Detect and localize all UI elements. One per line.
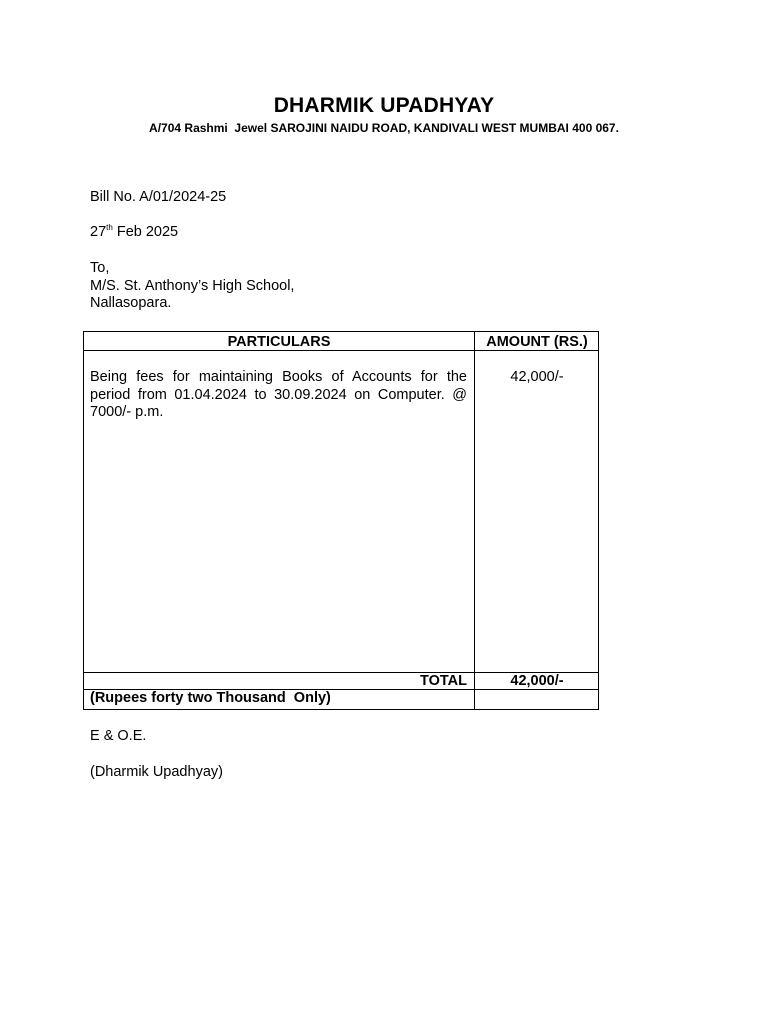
eoe-note: E & O.E.: [90, 728, 147, 744]
issuer-address: A/704 Rashmi Jewel SAROJINI NAIDU ROAD, KANDIVALI WEST MUMBAI 400 067.: [149, 121, 619, 135]
particulars-table: [83, 331, 599, 710]
bill-date-suffix: th: [106, 223, 113, 233]
total-amount: 42,000/-: [510, 673, 564, 689]
bill-number: Bill No. A/01/2024-25: [90, 189, 227, 205]
addressee-block: [90, 260, 294, 313]
header-particulars: PARTICULARS: [227, 334, 331, 350]
column-divider: [474, 332, 475, 709]
bill-date-rest: Feb 2025: [112, 224, 179, 240]
header-amount: AMOUNT (RS.): [486, 334, 588, 350]
addressee-to: To,: [90, 260, 110, 276]
bill-date-day: 27: [90, 224, 107, 240]
particulars-description: Being fees for maintaining Books of Accounts for the period from 01.04.2024 to 30.09.2024 on Computer. @ 7000/- p.m.: [90, 369, 467, 420]
bill-date: [90, 224, 178, 240]
amount-in-words: (Rupees forty two Thousand Only): [90, 690, 331, 706]
addressee-company: M/S. St. Anthony’s High School,: [90, 277, 295, 294]
addressee-place: Nallasopara.: [90, 295, 172, 311]
particulars-amount: 42,000/-: [510, 369, 564, 385]
issuer-name: DHARMIK UPADHYAY: [273, 94, 495, 117]
signature: (Dharmik Upadhyay): [90, 764, 223, 780]
total-label: TOTAL: [420, 673, 467, 689]
